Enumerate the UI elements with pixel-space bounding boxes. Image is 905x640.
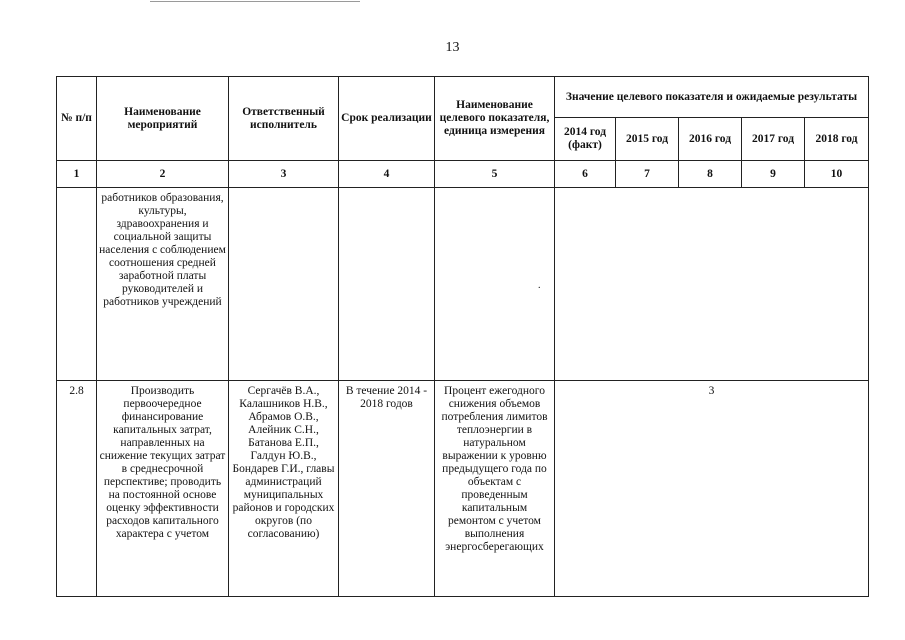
column-number-row: [57, 161, 869, 188]
header-year-2014: 2014 год (факт): [555, 118, 616, 161]
indicator-text: Процент ежегодного снижения объемов потребления лимитов теплоэнергии в натуральном выражении к уровню предыдущего года по объектам с проведенным капитальным ремонтом с учетом выполнения энергосберегающих: [435, 381, 555, 597]
header-executor: Ответственный исполнитель: [229, 77, 339, 161]
column-number: 8: [679, 161, 742, 188]
continuation-values-cell: [555, 188, 869, 381]
header-num: № п/п: [57, 77, 97, 161]
scan-mark: .: [538, 280, 541, 291]
continuation-executor-cell: [229, 188, 339, 381]
event-text: Производить первоочередное финансирование капитальных затрат, направленных на снижение текущих затрат в среднесрочной перспективе; проводить на постоянной основе оценку эффективности расходов капитального характера с учетом: [97, 381, 229, 597]
term-text: В течение 2014 - 2018 годов: [339, 381, 435, 597]
continuation-indicator-cell: [435, 188, 555, 381]
column-number: 5: [435, 161, 555, 188]
continuation-row: [57, 188, 869, 381]
column-number: 3: [229, 161, 339, 188]
measures-table: [56, 76, 869, 597]
header-indicator: Наименование целевого показателя, единица измерения: [435, 77, 555, 161]
continuation-event: работников образования, культуры, здравоохранения и социальной защиты населения с соблюдением соотношения средней заработной платы руководителей и работников учреждений: [97, 188, 229, 381]
column-number: 1: [57, 161, 97, 188]
top-scan-line: [150, 1, 360, 2]
row-number: 2.8: [57, 381, 97, 597]
executor-text: Сергачёв В.А., Калашников Н.В., Абрамов О.В., Алейник С.Н., Батанова Е.П., Галдун Ю.В., Бондарев Г.И., главы администраций муниципальных районов и городских округов (по согласованию): [229, 381, 339, 597]
continuation-term-cell: [339, 188, 435, 381]
column-number: 10: [805, 161, 869, 188]
column-number: 4: [339, 161, 435, 188]
header-event: Наименование мероприятий: [97, 77, 229, 161]
header-year-2017: 2017 год: [742, 118, 805, 161]
header-year-2016: 2016 год: [679, 118, 742, 161]
page-number: 13: [445, 40, 460, 55]
header-year-2018: 2018 год: [805, 118, 869, 161]
column-number: 2: [97, 161, 229, 188]
target-value: 3: [555, 381, 869, 597]
header-year-2015: 2015 год: [616, 118, 679, 161]
continuation-num-cell: [57, 188, 97, 381]
column-number: 7: [616, 161, 679, 188]
header-values: Значение целевого показателя и ожидаемые результаты: [555, 77, 869, 118]
table-row-2-8: [57, 381, 869, 597]
header-term: Срок реализации: [339, 77, 435, 161]
column-number: 6: [555, 161, 616, 188]
header-row-1: [57, 77, 869, 118]
column-number: 9: [742, 161, 805, 188]
